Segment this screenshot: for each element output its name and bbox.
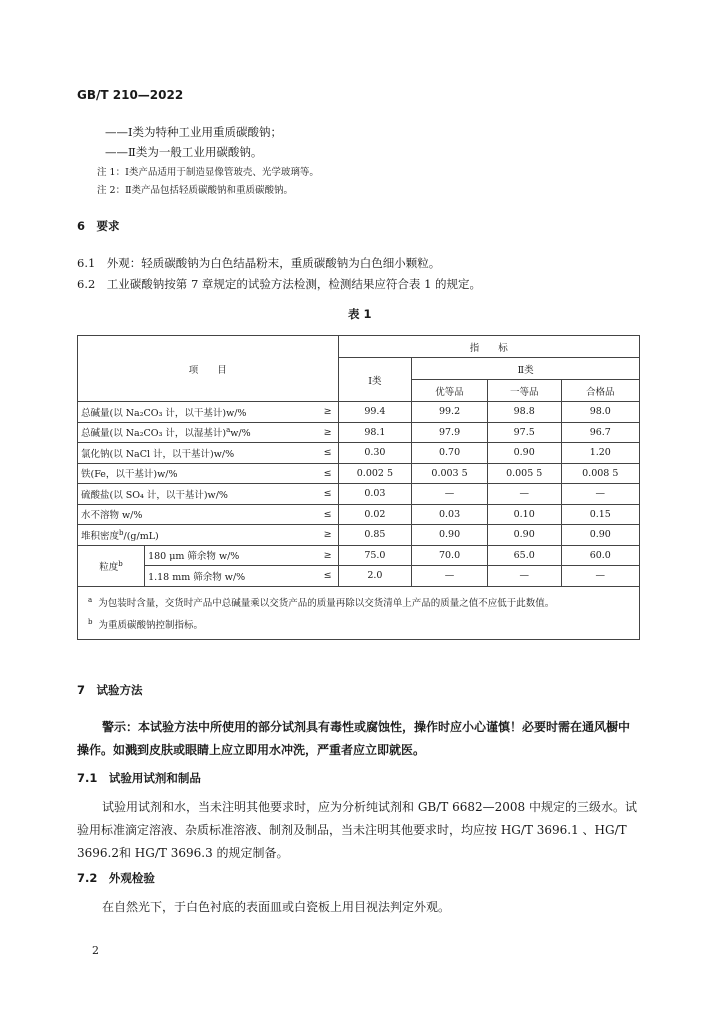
header-class-2: Ⅱ类 (412, 358, 640, 380)
table-row (78, 402, 640, 423)
table-footnotes (78, 586, 640, 639)
cell-first: 97.5 (487, 422, 561, 443)
warning-paragraph: 警示：本试验方法中所使用的部分试剂具有毒性或腐蚀性，操作时应小心谨慎！必要时需在通风橱中操作。如溅到皮肤或眼睛上应立即用水冲洗，严重者应立即就医。 (77, 720, 631, 757)
cell-class1: 0.002 5 (338, 463, 412, 484)
cell-premium: 0.70 (412, 443, 488, 464)
note-2: 注 2：Ⅱ类产品包括轻质碳酸钠和重质碳酸钠。 (97, 185, 294, 196)
cell-class1: 0.03 (338, 484, 412, 505)
row-item: 总碱量(以 Na₂CO₃ 计，以干基计)w/% (78, 402, 317, 423)
header-class-1: Ⅰ类 (338, 358, 412, 402)
cell-class1: 0.30 (338, 443, 412, 464)
class-1-line: ——Ⅰ类为特种工业用重质碳酸钠； (105, 125, 283, 139)
cell-qualified: 1.20 (561, 443, 639, 464)
cell-class1: 2.0 (338, 566, 412, 587)
page-number: 2 (92, 944, 99, 957)
table-row (78, 504, 640, 525)
row-item: 180 μm 筛余物 w/% (145, 545, 317, 566)
cell-first: 98.8 (487, 402, 561, 423)
cell-first: — (487, 484, 561, 505)
cell-class1: 0.02 (338, 504, 412, 525)
cell-premium: 97.9 (412, 422, 488, 443)
granularity-label: 粒度$^b$ (78, 545, 145, 586)
row-symbol: ≤ (316, 463, 338, 484)
cell-first: 0.10 (487, 504, 561, 525)
cell-class1: 0.85 (338, 525, 412, 546)
cell-qualified: 60.0 (561, 545, 639, 566)
cell-qualified: 0.008 5 (561, 463, 639, 484)
header-grade-premium: 优等品 (412, 380, 488, 402)
cell-premium: 0.90 (412, 525, 488, 546)
row-item: 铁(Fe，以干基计)w/% (78, 463, 317, 484)
cell-qualified: 96.7 (561, 422, 639, 443)
section-7-title: 7 试验方法 (77, 683, 143, 697)
clause-7-1-title: 7.1 试验用试剂和制品 (77, 771, 201, 785)
row-symbol: ≤ (316, 443, 338, 464)
cell-qualified: 98.0 (561, 402, 639, 423)
table-caption: 表 1 (348, 307, 372, 321)
row-item: 堆积密度$^b$/(g/mL) (78, 525, 317, 546)
clause-6-2: 6.2 工业碳酸钠按第 7 章规定的试验方法检测，检测结果应符合表 1 的规定。 (77, 277, 482, 291)
row-symbol: ≥ (316, 545, 338, 566)
row-symbol: ≤ (316, 484, 338, 505)
cell-premium: 0.03 (412, 504, 488, 525)
header-item: 项 目 (78, 336, 339, 402)
clause-7-1-body: 试验用试剂和水，当未注明其他要求时，应为分析纯试剂和 GB/T 6682—2008 中规定的三级水。试验用标准滴定溶液、杂质标准溶液、制剂及制品，当未注明其他要求时，均应按 HG/T 3696.1 、HG/T 3696.2和 HG/T 3696.3 的规定制备。 (77, 800, 637, 860)
cell-first: 65.0 (487, 545, 561, 566)
row-symbol: ≤ (316, 504, 338, 525)
requirements-table (77, 335, 640, 640)
table-row (78, 566, 640, 587)
row-symbol: ≤ (316, 566, 338, 587)
footnote-b: $^b$ 为重质碳酸钠控制指标。 (88, 617, 204, 631)
cell-first: — (487, 566, 561, 587)
row-item: 硫酸盐(以 SO₄ 计，以干基计)w/% (78, 484, 317, 505)
cell-premium: — (412, 484, 488, 505)
table-row (78, 422, 640, 443)
document-header: GB/T 210—2022 (77, 88, 184, 102)
row-symbol: ≥ (316, 422, 338, 443)
table-row (78, 525, 640, 546)
cell-premium: 70.0 (412, 545, 488, 566)
header-grade-qualified: 合格品 (561, 380, 639, 402)
cell-premium: 0.003 5 (412, 463, 488, 484)
row-item: 水不溶物 w/% (78, 504, 317, 525)
row-symbol: ≥ (316, 402, 338, 423)
cell-premium: 99.2 (412, 402, 488, 423)
cell-qualified: — (561, 484, 639, 505)
row-item: 总碱量(以 Na₂CO₃ 计，以湿基计)$^a$w/% (78, 422, 317, 443)
clause-7-2-body: 在自然光下，于白色衬底的表面皿或白瓷板上用目视法判定外观。 (102, 900, 451, 914)
table-row (78, 463, 640, 484)
clause-6-1: 6.1 外观：轻质碳酸钠为白色结晶粉末，重质碳酸钠为白色细小颗粒。 (77, 256, 441, 270)
row-item: 1.18 mm 筛余物 w/% (145, 566, 317, 587)
row-item: 氯化钠(以 NaCl 计，以干基计)w/% (78, 443, 317, 464)
footnote-a: $^a$ 为包装时含量，交货时产品中总碱量乘以交货产品的质量再除以交货清单上产品的质量之值不应低于此数值。 (88, 595, 555, 609)
cell-class1: 99.4 (338, 402, 412, 423)
cell-premium: — (412, 566, 488, 587)
header-index: 指 标 (338, 336, 639, 358)
table-row (78, 545, 640, 566)
cell-class1: 98.1 (338, 422, 412, 443)
clause-7-2-title: 7.2 外观检验 (77, 871, 155, 885)
table-row (78, 443, 640, 464)
cell-first: 0.005 5 (487, 463, 561, 484)
cell-qualified: 0.90 (561, 525, 639, 546)
cell-class1: 75.0 (338, 545, 412, 566)
class-2-line: ——Ⅱ类为一般工业用碳酸钠。 (105, 145, 263, 159)
table-footnotes-row (78, 586, 640, 639)
cell-first: 0.90 (487, 443, 561, 464)
section-6-title: 6 要求 (77, 219, 120, 233)
row-symbol: ≥ (316, 525, 338, 546)
header-grade-first: 一等品 (487, 380, 561, 402)
note-1: 注 1：Ⅰ类产品适用于制造显像管玻壳、光学玻璃等。 (97, 167, 319, 178)
cell-qualified: 0.15 (561, 504, 639, 525)
cell-first: 0.90 (487, 525, 561, 546)
cell-qualified: — (561, 566, 639, 587)
table-row (78, 484, 640, 505)
